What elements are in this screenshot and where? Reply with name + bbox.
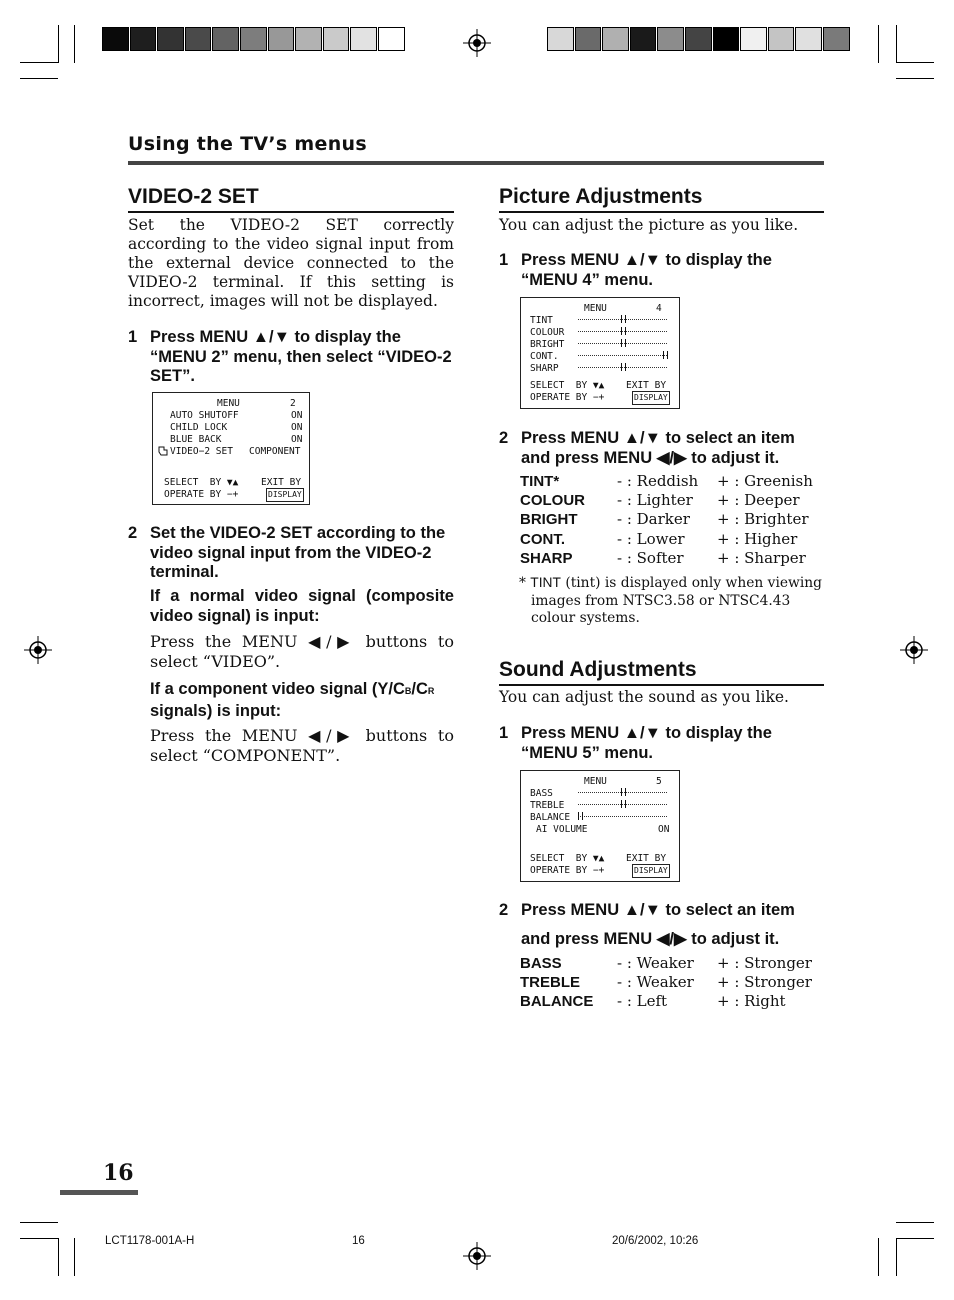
step-number: 2 bbox=[499, 901, 509, 919]
sound-step-1 bbox=[499, 724, 824, 763]
menu-item-label: CHILD LOCK bbox=[170, 422, 228, 433]
color-swatch bbox=[630, 27, 657, 51]
picture-step-1 bbox=[499, 251, 824, 290]
adjust-item-name: BRIGHT bbox=[520, 511, 578, 529]
color-swatch bbox=[240, 27, 267, 51]
menu-item-label: COLOUR bbox=[530, 327, 565, 338]
picture-step-2 bbox=[499, 429, 824, 468]
heading-part: signals) is input: bbox=[150, 701, 282, 720]
header-title: Using the TV’s menus bbox=[128, 133, 367, 155]
color-swatch bbox=[130, 27, 157, 51]
menu-number: 4 bbox=[656, 303, 662, 314]
video2-intro: Set the VIDEO-2 SET correctly according to the video signal input from the external device connected to the VIDEO-2 terminal. If this setting is incorrect, images will not be displayed. bbox=[128, 216, 454, 310]
adjust-minus-effect: - : Weaker bbox=[617, 973, 694, 992]
menu-item-label: BALANCE bbox=[530, 812, 571, 823]
sound-title: Sound Adjustments bbox=[499, 658, 824, 686]
menu-item-label: CONT. bbox=[530, 351, 559, 362]
subscript-b: B bbox=[404, 686, 412, 696]
step-text: and press MENU ◀/▶ to adjust it. bbox=[521, 929, 780, 948]
footer-date: 20/6/2002, 10:26 bbox=[612, 1235, 699, 1247]
sound-step-2 bbox=[499, 901, 824, 949]
color-swatch bbox=[795, 27, 822, 51]
adjust-plus-effect: + : Higher bbox=[717, 529, 798, 548]
step-text: Set the VIDEO-2 SET according to the video signal input from the VIDEO-2 terminal. bbox=[150, 524, 446, 581]
picture-title: Picture Adjustments bbox=[499, 185, 824, 213]
adjust-minus-effect: - : Lower bbox=[617, 529, 685, 548]
step-number: 1 bbox=[499, 724, 509, 742]
adjust-item-name: COLOUR bbox=[520, 492, 585, 510]
step-number: 1 bbox=[499, 251, 509, 269]
video2-step-2 bbox=[128, 524, 454, 583]
color-swatch bbox=[323, 27, 350, 51]
picture-intro: You can adjust the picture as you like. bbox=[499, 216, 799, 234]
menu-item-label: BRIGHT bbox=[530, 339, 565, 350]
display-button-label: DISPLAY bbox=[632, 864, 670, 878]
footnote-text: (tint) is displayed only when viewing images from NTSC3.58 or NTSC4.43 colour systems. bbox=[531, 575, 822, 626]
adjust-item-name: BALANCE bbox=[520, 993, 594, 1011]
adjust-row bbox=[520, 992, 824, 1011]
adjust-minus-effect: - : Lighter bbox=[617, 491, 693, 510]
adjustment-marker bbox=[621, 327, 626, 335]
menu-number: 5 bbox=[656, 776, 662, 787]
subscript-r: R bbox=[427, 686, 435, 696]
component-signal-heading bbox=[150, 680, 454, 721]
menu-exit-hint: EXIT BY bbox=[261, 477, 302, 488]
tint-footnote bbox=[519, 574, 824, 628]
ai-volume-label: AI VOLUME bbox=[536, 824, 588, 835]
adjust-item-name: CONT. bbox=[520, 530, 565, 548]
adjust-item-name: BASS bbox=[520, 955, 562, 972]
color-swatch bbox=[547, 27, 574, 51]
color-swatch bbox=[602, 27, 629, 51]
menu-title: MENU bbox=[584, 303, 607, 314]
adjust-plus-effect: + : Brighter bbox=[717, 510, 809, 529]
menu-select-hint: SELECT BY ▼▲ bbox=[530, 380, 605, 391]
adjust-row bbox=[520, 954, 824, 973]
color-swatch bbox=[685, 27, 712, 51]
color-swatch bbox=[657, 27, 684, 51]
menu-item-value: COMPONENT bbox=[249, 446, 301, 457]
adjust-plus-effect: + : Sharper bbox=[717, 548, 806, 567]
menu-operate-hint: OPERATE BY −+ bbox=[164, 489, 239, 500]
menu-operate-hint: OPERATE BY −+ bbox=[530, 865, 605, 876]
color-bar-left bbox=[102, 0, 406, 60]
adjustment-bar bbox=[578, 816, 667, 821]
adjust-item-name: TINT* bbox=[520, 473, 560, 490]
adjust-row bbox=[520, 549, 824, 568]
adjust-row bbox=[520, 530, 824, 549]
color-swatch bbox=[185, 27, 212, 51]
adjust-minus-effect: - : Darker bbox=[617, 510, 690, 529]
menu-item-label: AUTO SHUTOFF bbox=[170, 410, 239, 421]
step-text: Press MENU ▲/▼ to display the “MENU 5” menu. bbox=[521, 724, 772, 762]
menu-item-value: ON bbox=[291, 422, 303, 433]
color-swatch bbox=[350, 27, 377, 51]
menu-number: 2 bbox=[290, 398, 296, 409]
menu-operate-hint: OPERATE BY −+ bbox=[530, 392, 605, 403]
normal-signal-text: Press the MENU ◀/▶ buttons to select “VIDEO”. bbox=[150, 632, 454, 671]
picture-adjust-table bbox=[520, 472, 824, 572]
menu-select-hint: SELECT BY ▼▲ bbox=[530, 853, 605, 864]
adjustment-bars bbox=[578, 315, 667, 375]
menu-item-value: ON bbox=[291, 410, 303, 421]
registration-target-icon bbox=[463, 29, 491, 57]
sound-intro: You can adjust the sound as you like. bbox=[499, 688, 789, 706]
normal-signal-heading: If a normal video signal (composite video signal) is input: bbox=[150, 587, 454, 625]
adjustment-marker bbox=[621, 339, 626, 347]
footer-code: LCT1178-001A-H bbox=[105, 1235, 195, 1247]
heading-part: If a component video signal (Y/C bbox=[150, 680, 405, 698]
menu-2-screen bbox=[152, 392, 310, 505]
menu-item-label: TREBLE bbox=[530, 800, 565, 811]
step-number: 2 bbox=[128, 524, 138, 542]
ai-volume-value: ON bbox=[658, 824, 670, 835]
page-number-text: 16 bbox=[103, 1160, 134, 1186]
registration-target-icon bbox=[900, 636, 928, 664]
adjust-plus-effect: + : Right bbox=[717, 992, 786, 1011]
color-swatch bbox=[823, 27, 850, 51]
footer-page: 16 bbox=[352, 1235, 365, 1247]
footnote-star: * bbox=[519, 575, 526, 591]
menu-exit-hint: EXIT BY bbox=[626, 380, 667, 391]
step-text: Press MENU ▲/▼ to display the “MENU 4” menu. bbox=[521, 251, 772, 289]
adjust-plus-effect: + : Greenish bbox=[717, 472, 813, 490]
menu-item-label: BLUE BACK bbox=[170, 434, 222, 445]
footnote-tint: TINT bbox=[530, 575, 561, 590]
adjustment-marker bbox=[621, 315, 626, 323]
adjust-minus-effect: - : Reddish bbox=[617, 472, 699, 490]
adjust-minus-effect: - : Softer bbox=[617, 548, 684, 567]
adjust-row bbox=[520, 973, 824, 992]
menu-title: MENU bbox=[584, 776, 607, 787]
adjust-plus-effect: + : Stronger bbox=[717, 954, 812, 972]
step-text: Press MENU ▲/▼ to select an item and press MENU ◀/▶ to adjust it. bbox=[521, 429, 795, 467]
display-button-label: DISPLAY bbox=[266, 488, 304, 502]
display-button-label: DISPLAY bbox=[632, 391, 670, 405]
color-swatch bbox=[212, 27, 239, 51]
step-text: Press MENU ▲/▼ to select an item bbox=[521, 901, 795, 919]
color-swatch bbox=[268, 27, 295, 51]
adjust-row bbox=[520, 472, 824, 491]
color-swatch bbox=[740, 27, 767, 51]
adjust-plus-effect: + : Deeper bbox=[717, 491, 800, 510]
component-signal-text: Press the MENU ◀/▶ buttons to select “COMPONENT”. bbox=[150, 726, 454, 765]
adjustment-marker bbox=[621, 788, 626, 796]
page-number bbox=[60, 1160, 138, 1195]
adjustment-marker bbox=[621, 363, 626, 371]
adjust-row bbox=[520, 510, 824, 529]
step-number: 2 bbox=[499, 429, 509, 447]
menu-select-hint: SELECT BY ▼▲ bbox=[164, 477, 239, 488]
registration-target-icon bbox=[24, 636, 52, 664]
color-swatch bbox=[378, 27, 405, 51]
menu-title: MENU bbox=[217, 398, 240, 409]
registration-target-icon bbox=[463, 1242, 491, 1270]
step-number: 1 bbox=[128, 328, 138, 346]
color-bar-right bbox=[547, 0, 851, 60]
color-swatch bbox=[157, 27, 184, 51]
menu-item-label: TINT bbox=[530, 315, 553, 326]
video2-title: VIDEO-2 SET bbox=[128, 185, 454, 213]
adjust-row bbox=[520, 491, 824, 510]
menu-item-label: BASS bbox=[530, 788, 553, 799]
adjust-item-name: TREBLE bbox=[520, 974, 580, 992]
adjustment-bar bbox=[578, 355, 667, 360]
adjustment-bars bbox=[578, 788, 667, 824]
adjust-item-name: SHARP bbox=[520, 549, 573, 567]
adjust-plus-effect: + : Stronger bbox=[717, 973, 812, 992]
color-swatch bbox=[295, 27, 322, 51]
heading-part: /C bbox=[411, 680, 428, 698]
adjustment-marker bbox=[663, 351, 668, 359]
adjust-minus-effect: - : Weaker bbox=[617, 954, 694, 972]
hand-pointer-icon bbox=[158, 445, 169, 456]
menu-exit-hint: EXIT BY bbox=[626, 853, 667, 864]
color-swatch bbox=[713, 27, 740, 51]
adjustment-marker bbox=[578, 812, 583, 820]
color-swatch bbox=[768, 27, 795, 51]
menu-item-label: SHARP bbox=[530, 363, 559, 374]
color-swatch bbox=[575, 27, 602, 51]
menu-5-screen bbox=[520, 770, 680, 882]
page-header bbox=[128, 133, 824, 165]
menu-4-screen bbox=[520, 297, 680, 409]
video2-step-1 bbox=[128, 328, 454, 387]
sound-adjust-table bbox=[520, 954, 824, 1014]
step-text: Press MENU ▲/▼ to display the “MENU 2” menu, then select “VIDEO-2 SET”. bbox=[150, 328, 452, 385]
adjustment-marker bbox=[621, 800, 626, 808]
menu-item-value: ON bbox=[291, 434, 303, 445]
menu-item-label: VIDEO−2 SET bbox=[170, 446, 233, 457]
color-swatch bbox=[102, 27, 129, 51]
adjust-minus-effect: - : Left bbox=[617, 992, 668, 1011]
